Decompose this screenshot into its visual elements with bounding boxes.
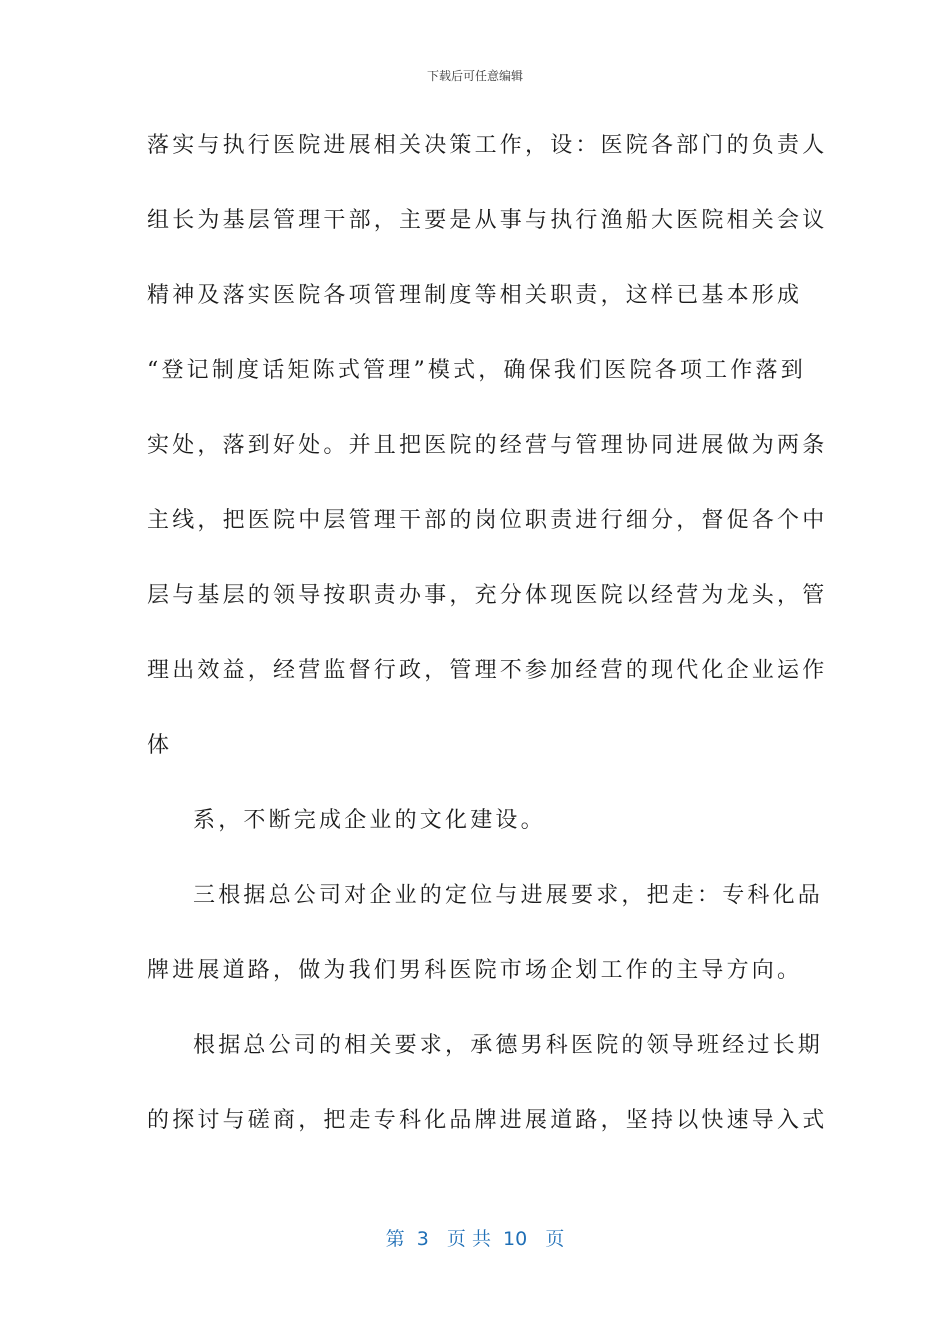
text-line-indented: 系，不断完成企业的文化建设。 [193,808,546,833]
page-header: 下载后可任意编辑 [426,69,523,83]
text-line: “登记制度话矩陈式管理”模式，确保我们医院各项工作落到 [147,358,806,383]
page-number-footer: 第 3 页 共 10 页 [385,1228,565,1250]
text-line-indented: 三根据总公司对企业的定位与进展要求，把走：专科化品 [193,883,824,908]
text-line: 的探讨与磋商，把走专科化品牌进展道路，坚持以快速导入式 [147,1108,828,1133]
text-line: 牌进展道路，做为我们男科医院市场企划工作的主导方向。 [147,958,803,983]
text-line: 精神及落实医院各项管理制度等相关职责，这样已基本形成 [147,283,803,308]
text-line: 实处，落到好处。并且把医院的经营与管理协同进展做为两条 [147,433,828,458]
text-line: 理出效益，经营监督行政，管理不参加经营的现代化企业运作 [147,658,828,683]
text-line: 主线，把医院中层管理干部的岗位职责进行细分，督促各个中 [147,508,828,533]
text-line: 层与基层的领导按职责办事，充分体现医院以经营为龙头，管 [147,583,828,608]
text-line: 组长为基层管理干部，主要是从事与执行渔船大医院相关会议 [147,208,828,233]
text-line: 落实与执行医院进展相关决策工作，设：医院各部门的负责人 [147,133,828,158]
text-line: 体 [147,733,173,758]
text-line-indented: 根据总公司的相关要求，承德男科医院的领导班经过长期 [193,1033,824,1058]
document-body [147,127,828,1177]
